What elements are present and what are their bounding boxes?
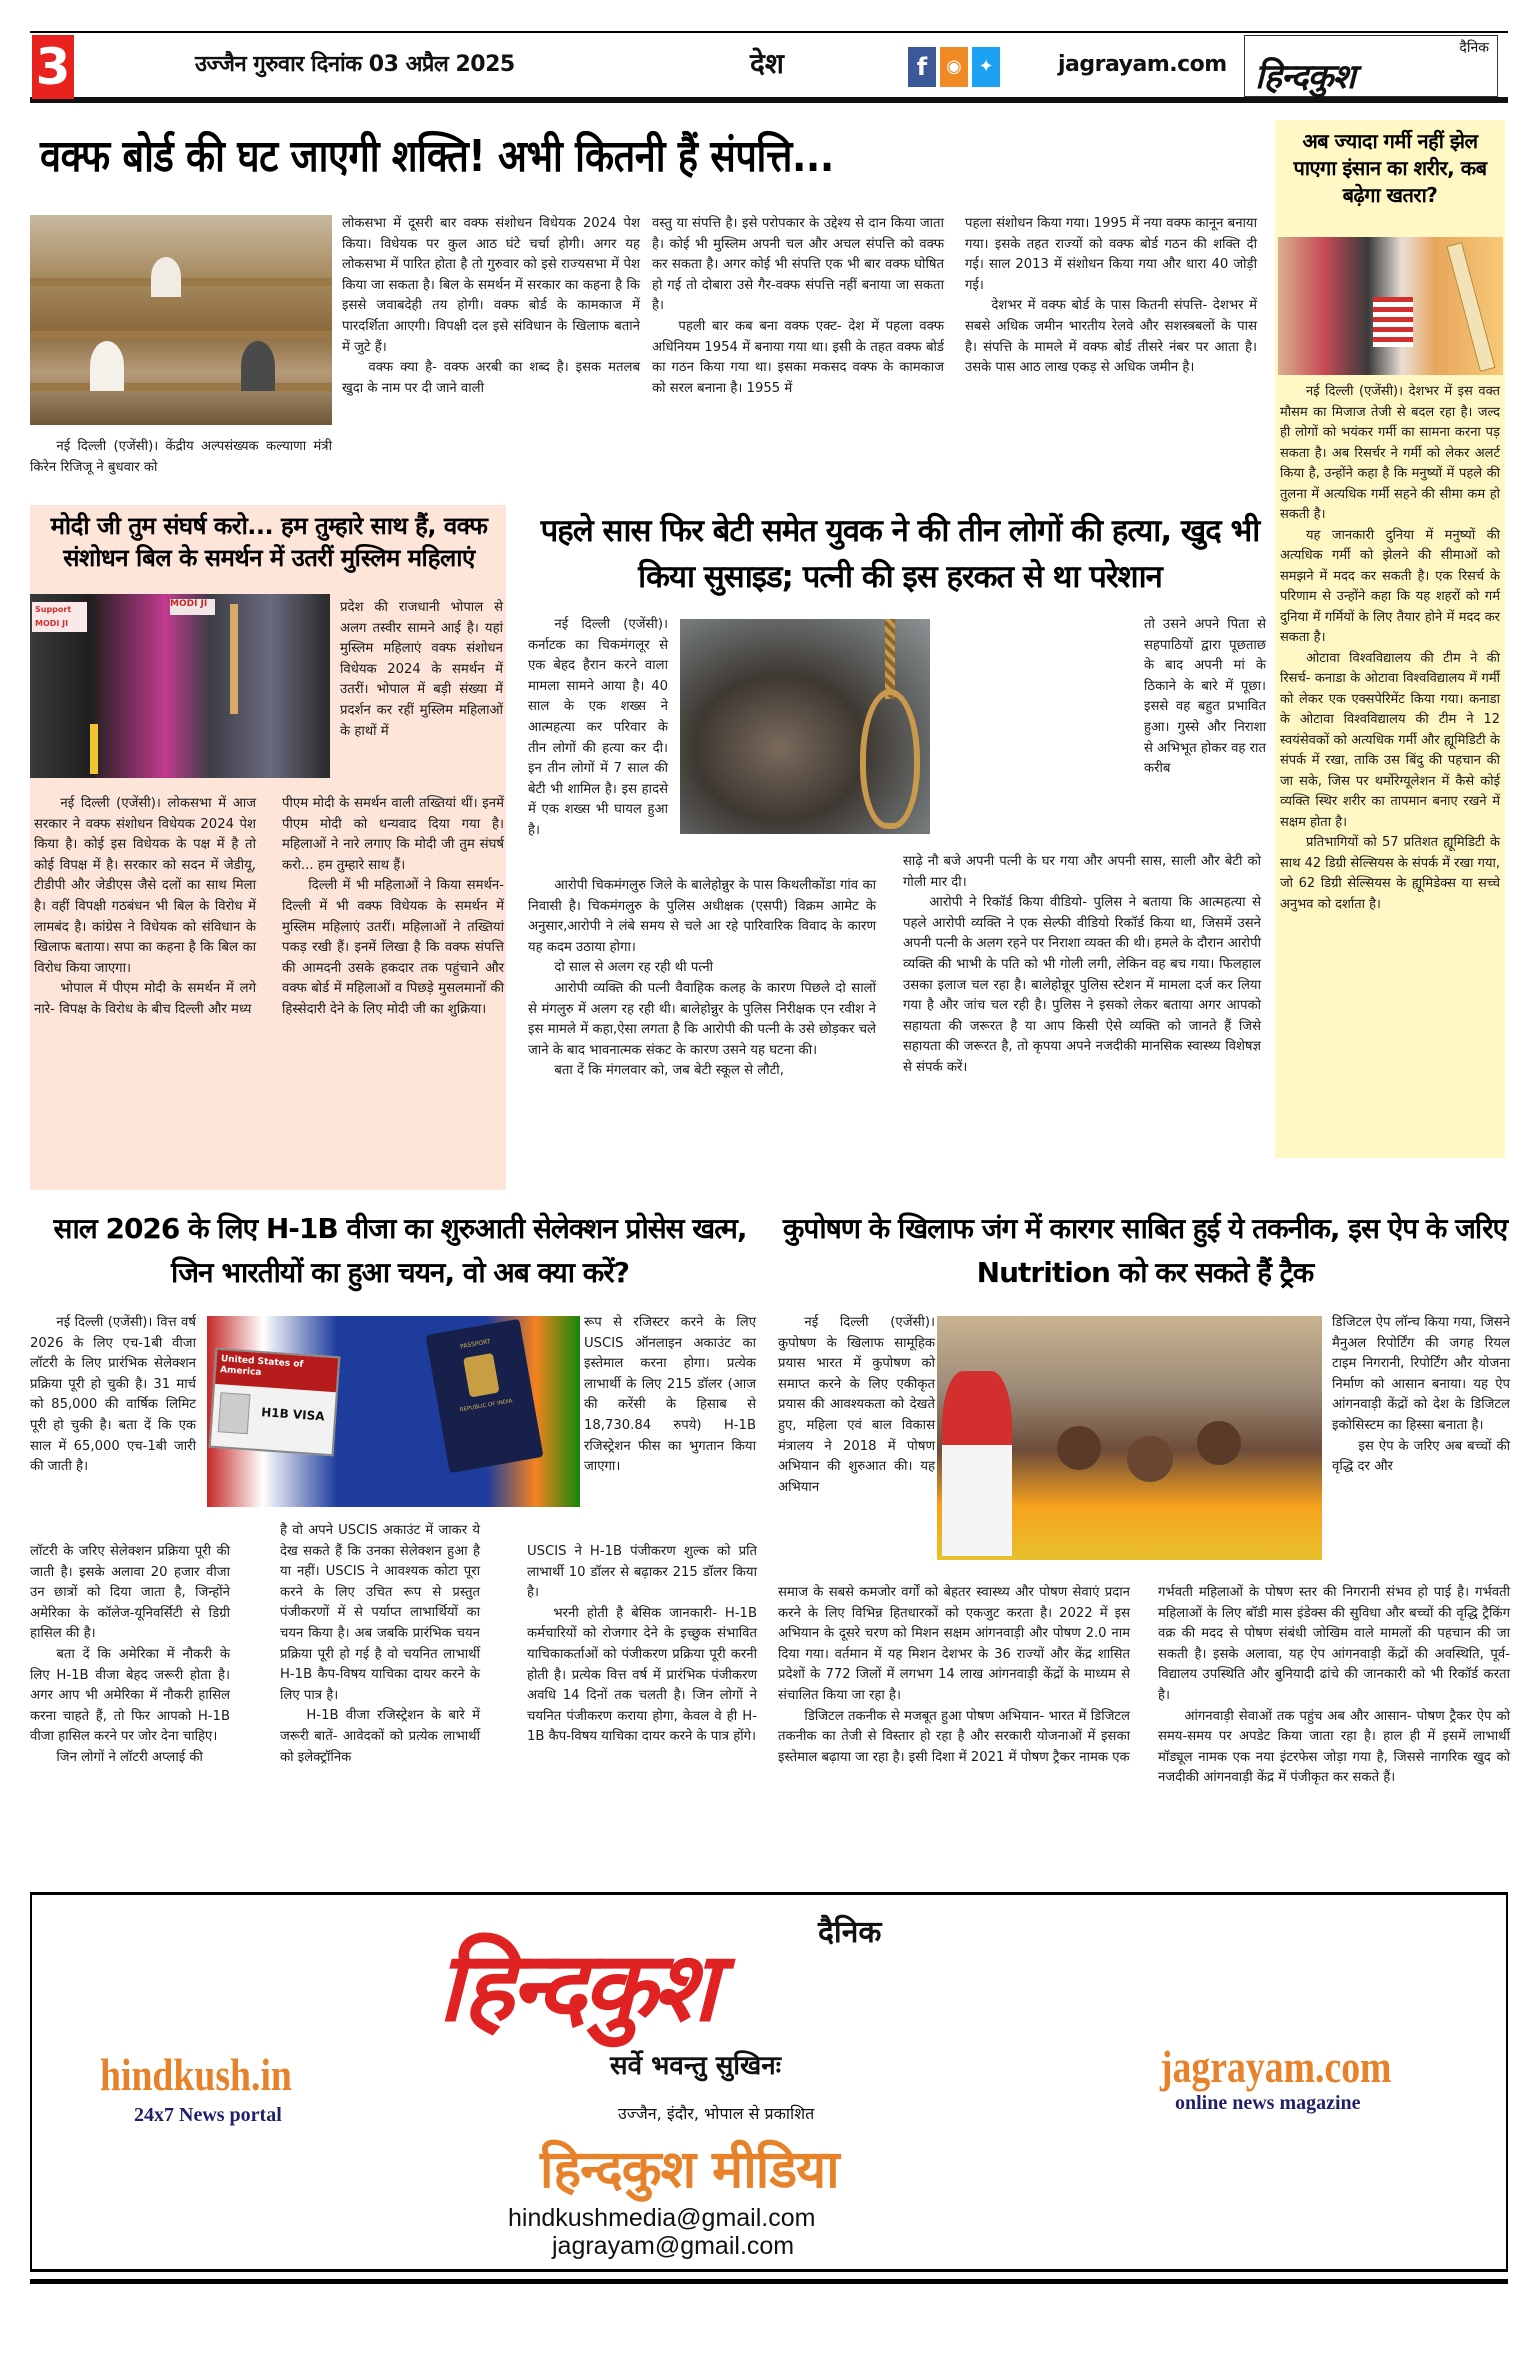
masthead-logo <box>1244 35 1498 97</box>
story1-col1 <box>30 437 332 478</box>
women-protest-photo <box>30 594 330 778</box>
crime-para: नई दिल्ली (एजेंसी)। कर्नाटक का चिकमंगलूर से एक बेहद हैरान करने वाला मामला सामने आया है। 40 साल के एक शख्स ने आत्महत्या कर परिवार के तीन लोगों की हत्या कर दी। इन तीन लोगों में 7 साल की बेटी भी शामिल है। इस हादसे में एक शख्स भी घायल हुआ है। <box>528 617 668 838</box>
nutrition-headline: कुपोषण के खिलाफ जंग में कारगर साबित हुई ये तकनीक, इस ऐप के जरिए Nutrition को कर सकते हैं ट्रैक <box>782 1212 1508 1289</box>
story1-para: देशभर में वक्फ बोर्ड के पास कितनी संपत्ति- देशभर में सबसे अधिक जमीन भारतीय रेलवे और सशस्त्रबलों के पास है। संपत्ति के मामले में वक्फ बोर्ड तीसरे नंबर पर आता है। उसके पास आठ लाख एकड़ से अधिक जमीन है। <box>965 298 1257 376</box>
crime-col2 <box>903 852 1261 1079</box>
modi-col2 <box>282 794 504 1021</box>
nutrition-para: गर्भवती महिलाओं के पोषण स्तर की निगरानी संभव हो पाई है। गर्भवती महिलाओं के लिए बॉडी मास इंडेक्स की सुविधा और बच्चों की वृद्धि ट्रैकिंग वक्र की मदद से पोषण संबंधी जोखिम वाले मामलों की पहचान की जा सकती है। इसके अलावा, यह ऐप आंगनवाड़ी केंद्रों की अवस्थिति, पूर्व-विद्यालय उपस्थिति और बुनियादी ढांचे की जानकारी को भी रिकॉर्ड करता है। <box>1158 1585 1510 1703</box>
modi-para: भोपाल में पीएम मोदी के समर्थन में लगे नारे- विपक्ष के विरोध के बीच दिल्ली और मध्य <box>34 981 256 1017</box>
parliament-photo <box>30 215 332 425</box>
story1-para: वस्तु या संपत्ति है। इसे परोपकार के उद्देश्य से दान किया जाता है। कोई भी मुस्लिम अपनी चल और अचल संपत्ति को वक्फ कर सकता है। अगर कोई भी संपत्ति एक भी बार वक्फ घोषित हो गई तो दोबारा उसे गैर-वक्फ संपत्ति नहीं बनाया जा सकता है। <box>652 216 944 314</box>
heat-body <box>1280 382 1500 915</box>
h1b-para: भरनी होती है बेसिक जानकारी- H-1B कर्मचारियों को रोजगार देने के इच्छुक संभावित याचिकाकर्ताओं को पंजीकरण प्रक्रिया पूरी करनी होती है। प्रत्येक वित्त वर्ष में प्रारंभिक पंजीकरण अवधि 14 दिनों तक चलती है। जिन लोगों ने चयनित पंजीकरण कराया होगा, केवल वे ही H-1B कैप-विषय याचिका दायर करने के पात्र होंगे। <box>527 1605 757 1745</box>
ad-email-2[interactable]: jagrayam@gmail.com <box>552 2232 795 2260</box>
ad-email-1[interactable]: hindkushmedia@gmail.com <box>508 2204 816 2232</box>
logo-name: हिन्दकुश <box>1255 57 1355 97</box>
rss-icon[interactable]: ◉ <box>940 47 968 87</box>
ad-left-site[interactable]: hindkush.in <box>100 2049 292 2100</box>
h1b-para: नई दिल्ली (एजेंसी)। वित्त वर्ष 2026 के लिए एच-1बी वीजा लॉटरी के लिए प्रारंभिक सेलेक्शन प्रक्रिया पूरी हो चुकी है। 31 मार्च को 85,000 की वार्षिक लिमिट पूरी हो चुकी है। बता दें कि एक साल में 65,000 एच-1बी जारी की जाती है। <box>30 1315 196 1475</box>
story1-col3 <box>652 214 944 399</box>
twitter-icon[interactable]: ✦ <box>972 47 1000 87</box>
h1b-para: बता दें कि अमेरिका में नौकरी के लिए H-1B वीजा बेहद जरूरी होता है। अगर आप भी अमेरिका में नौकरी हासिल करना चाहते हैं, तो फिर आपको H-1B वीजा हासिल करने पर जोर देना चाहिए। <box>30 1646 230 1745</box>
ad-published-from: उज्जैन, इंदौर, भोपाल से प्रकाशित <box>618 2104 815 2123</box>
crime-para: साढ़े नौ बजे अपनी पत्नी के घर गया और अपनी सास, साली और बेटी को गोली मार दी। <box>903 854 1261 890</box>
noose-photo <box>680 619 930 834</box>
crime-headline: पहले सास फिर बेटी समेत युवक ने की तीन लोगों की हत्या, खुद भी किया सुसाइड; पत्नी की इस हरकत से था परेशान <box>540 513 1260 595</box>
nutrition-para: इस ऐप के जरिए अब बच्चों की वृद्धि दर और <box>1332 1438 1510 1475</box>
page-number: 3 <box>32 35 74 99</box>
nutrition-col2 <box>1158 1583 1510 1789</box>
crime-para: आरोपी ने रिकॉर्ड किया वीडियो- पुलिस ने बताया कि आत्महत्या से पहले आरोपी व्यक्ति ने एक सेल्फी वीडियो रिकॉर्ड किया था, जिसमें उसने अपनी पत्नी के अलग रहने पर निराशा व्यक्त की थी। हमले के दौरान आरोपी व्यक्ति की भाभी के पति को भी गोली लगी, लेकिन वह बच गया। फिलहाल उसका इलाज चल रहा है। बालेहोन्नूर पुलिस स्टेशन में मामला दर्ज कर लिया गया है और जांच चल रही है। पुलिस ने इसको लेकर बताया अगर आपको सहायता की जरूरत है या आप किसी ऐसे व्यक्ति को जानते हैं जिसे सहायता की जरूरत है, तो कृपया अपने नजदीकी मानसिक स्वास्थ्य विशेषज्ञ से संपर्क करें। <box>903 895 1261 1075</box>
dateline: उज्जैन गुरुवार दिनांक 03 अप्रैल 2025 <box>195 52 515 77</box>
passport-text: PASSPORT <box>459 1338 492 1351</box>
modi-para: दिल्ली में भी महिलाओं ने किया समर्थन- दिल्ली में भी वक्फ विधेयक के समर्थन में मुस्लिम महिलाएं उतरीं। महिलाओं ने तख्तियां पकड़ रखी हैं। इनमें लिखा है कि वक्फ संपत्ति की आमदनी उसके हकदार तक पहुंचाने और वक्फ बोर्ड में महिलाओं व पिछड़े मुसलमानों की हिस्सेदारी देने के लिए मोदी जी का शुक्रिया। <box>282 878 504 1017</box>
modi-side <box>340 598 503 742</box>
h1b-para: जिन लोगों ने लॉटरी अप्लाई की <box>56 1749 203 1765</box>
story1-para: पहली बार कब बना वक्फ एक्ट- देश में पहला वक्फ अधिनियम 1954 में बनाया गया था। इसी के तहत वक्फ बोर्ड का गठन किया गया था। इसका मकसद वक्फ के कामकाज को सरल बनाना है। 1955 में <box>652 318 944 396</box>
heat-para: प्रतिभागियों को 57 प्रतिशत ह्यूमिडिटी के साथ 42 डिग्री सेल्सियस के संपर्क में रखा गया, जो 62 डिग्री सेल्सियस के ह्यूमिडेक्स या सच्चे अनुभव को दर्शाता है। <box>1280 835 1500 912</box>
nutrition-para: आंगनवाड़ी सेवाओं तक पहुंच अब और आसान- पोषण ट्रैकर ऐप को समय-समय पर अपडेट किया जाता रहा है। हाल ही में इसमें लाभार्थी मॉड्यूल नामक एक नया इंटरफेस जोड़ा गया है, जिससे नागरिक खुद को नजदीकी आंगनवाड़ी केंद्र में पंजीकृत कर सकते हैं। <box>1158 1708 1510 1786</box>
visa-card-title: United States of America <box>215 1350 338 1392</box>
crime-para: आरोपी व्यक्ति की पत्नी वैवाहिक कलह के कारण पिछले दो सालों से मंगलुरु में अलग रह रही थी। बालेहोन्नुर के पुलिस निरीक्षक एन रवीश ने इस मामले में कहा,ऐसा लगता है कि आरोपी की पत्नी के उसे छोड़कर चले जाने के बाद भावनात्मक संकट के कारण उसने यह घटना की। <box>528 980 876 1058</box>
modi-para: पीएम मोदी के समर्थन वाली तख्तियां थीं। इनमें पीएम मोदी को धन्यवाद दिया गया है। महिलाओं ने नारे लगाए कि मोदी जी तुम संघर्ष करो... हम तुम्हारे साथ हैं। <box>282 796 504 873</box>
h1b-para: रूप से रजिस्टर करने के लिए USCIS ऑनलाइन अकाउंट का इस्तेमाल करना होगा। प्रत्येक लाभार्थी के लिए 215 डॉलर (आज की करेंसी के हिसाब से 18,730.84 रुपये) H-1B रजिस्ट्रेशन फीस का भुगतान किया जाएगा। <box>584 1315 756 1475</box>
h1b-para: है वो अपने USCIS अकाउंट में जाकर ये देख सकते हैं कि उनका सेलेक्शन हुआ है या नहीं। USCIS ने आवश्यक कोटा पूरा करने के लिए उचित रूप से प्रस्तुत पंजीकरणों में से पर्याप्त लाभार्थियों का चयन किया है। अब जबकि प्रारंभिक चयन प्रक्रिया पूरी हो गई है वो चयनित लाभार्थी H-1B कैप-विषय याचिका दायर करने के लिए पात्र है। <box>280 1523 480 1703</box>
h1b-col2 <box>280 1521 480 1768</box>
ad-right-tag: online news magazine <box>1175 2092 1361 2114</box>
crime-para: तो उसने अपने पिता से सहपाठियों द्वारा पूछताछ के बाद अपनी मां के ठिकाने के बारे में पूछा। इससे वह बहुत प्रभावित हुआ। गुस्से और निराशा से अभिभूत होकर वह रात करीब <box>1144 617 1266 777</box>
nutrition-para: समाज के सबसे कमजोर वर्गों को बेहतर स्वास्थ्य और पोषण सेवाएं प्रदान करने के लिए विभिन्न हितधारकों को एकजुट करता है। 2022 में इस अभियान के दूसरे चरण को मिशन सक्षम आंगनवाड़ी और पोषण 2.0 नाम दिया गया। वर्तमान में यह मिशन देशभर के 36 राज्यों और केंद्र शासित प्रदेशों के 772 जिलों में लगभग 14 लाख आंगनवाड़ी केंद्रों के माध्यम से संचालित किया जा रहा है। <box>778 1585 1130 1703</box>
protest-sign: MODI JI <box>170 599 215 615</box>
modi-col1 <box>34 794 256 1021</box>
crime-col1 <box>528 876 876 1082</box>
ad-logo-main: हिन्दकुश <box>438 1931 714 2043</box>
nutrition-right <box>1332 1313 1510 1478</box>
ad-logo-daily: दैनिक <box>818 1915 882 1950</box>
website-link[interactable]: jagrayam.com <box>1058 52 1227 77</box>
logo-daily-label: दैनिक <box>1459 40 1489 56</box>
story1-para: नई दिल्ली (एजेंसी)। केंद्रीय अल्पसंख्यक कल्याणा मंत्री किरेन रिजिजू ने बुधवार को <box>30 439 332 475</box>
ad-left-tag: 24x7 News portal <box>134 2104 282 2126</box>
story1-para: वक्फ क्या है- वक्फ अरबी का शब्द है। इसक मतलब खुदा के नाम पर दी जाने वाली <box>342 360 640 396</box>
crime-left <box>528 615 668 842</box>
h1b-headline: साल 2026 के लिए H-1B वीजा का शुरुआती सेलेक्शन प्रोसेस खत्म, जिन भारतीयों का हुआ चयन, वो अब क्या करें? <box>53 1212 747 1289</box>
modi-headline: मोदी जी तुम संघर्ष करो... हम तुम्हारे साथ हैं, वक्फ संशोधन बिल के समर्थन में उतरीं मुस्लिम महिलाएं <box>50 512 488 572</box>
crime-subhead: दो साल से अलग रह रही थी पत्नी <box>554 960 714 976</box>
nutrition-para: डिजिटल ऐप लॉन्च किया गया, जिसने मैनुअल रिपोर्टिंग की जगह रियल टाइम निगरानी, रिपोर्टिंग और योजना निर्माण को आसान बनाया। यह ऐप आंगनवाड़ी केंद्रों को देश के डिजिटल इकोसिस्टम का हिस्सा बनाता है। <box>1332 1315 1510 1433</box>
h1b-col3 <box>527 1542 757 1748</box>
ad-right-site[interactable]: jagrayam.com <box>1160 2041 1392 2092</box>
protest-sign: Support MODI JI <box>32 602 87 632</box>
modi-para: प्रदेश की राजधानी भोपाल से अलग तस्वीर सामने आई है। यहां मुस्लिम महिलाएं वक्फ संशोधन विधेयक 2024 के समर्थन में उतरीं। भोपाल में बड़ी संख्या में प्रदर्शन कर रहीं मुस्लिम महिलाओं के हाथों में <box>340 600 503 739</box>
modi-para: नई दिल्ली (एजेंसी)। लोकसभा में आज सरकार ने वक्फ संशोधन विधेयक 2024 पेश किया है। कोई इस विधेयक के पक्ष में है तो कोई विपक्ष में है। सरकार को सदन में जेडीयू, टीडीपी और जेडीएस जैसे दलों का साथ मिला है। वहीं विपक्षी गठबंधन भी बिल के विरोध में लामबंद है। कांग्रेस ने विधेयक को संविधान के खिलाफ बताया। सपा का कहना है कि बिल का विरोध किया जाएगा। <box>34 796 256 976</box>
ad-media-name: हिन्दकुश मीडिया <box>540 2140 839 2200</box>
heat-headline: अब ज्यादा गर्मी नहीं झेल पाएगा इंसान का शरीर, कब बढ़ेगा खतरा? <box>1293 129 1487 207</box>
heat-para: नई दिल्ली (एजेंसी)। देशभर में इस वक्त मौसम का मिजाज तेजी से बदल रहा है। जल्द ही लोगों को भयंकर गर्मी का सामना करना पड़ सकता है। अब रिसर्चर ने गर्मी को लेकर अलर्ट किया है, उन्होंने कहा है कि मनुष्यों में पहले की तुलना में अत्यधिक गर्मी सहने की सीमा कम हो सकती है। <box>1280 384 1500 522</box>
h1b-para: H-1B वीजा रजिस्ट्रेशन के बारे में जरूरी बातें- आवेदकों को प्रत्येक लाभार्थी को इलेक्ट्रॉनिक <box>280 1708 480 1765</box>
ad-motto: सर्वे भवन्तु सुखिनः <box>610 2051 781 2081</box>
story1-col4 <box>965 214 1257 379</box>
passport-country: REPUBLIC OF INDIA <box>459 1398 513 1414</box>
story1-headline: वक्फ बोर्ड की घट जाएगी शक्ति! अभी कितनी हैं संपत्ति... <box>40 131 834 182</box>
heat-para: यह जानकारी दुनिया में मनुष्यों की अत्यधिक गर्मी को झेलने की सीमाओं को समझने में मदद कर सकती है। एक रिसर्च के परिणाम से उन्होंने कहा कि यह शहरों को गर्म दुनिया में गर्मियों के लिए तैयार होने में मदद कर सकता है। <box>1280 527 1500 645</box>
crime-right <box>938 615 1266 780</box>
section-title: देश <box>750 47 784 80</box>
children-photo <box>937 1316 1322 1560</box>
story1-col2 <box>342 214 640 399</box>
h1b-para: USCIS ने H-1B पंजीकरण शुल्क को प्रति लाभार्थी 10 डॉलर से बढ़ाकर 215 डॉलर किया है। <box>527 1544 757 1601</box>
footer-rule <box>30 2279 1508 2284</box>
h1b-left <box>30 1313 196 1478</box>
nutrition-left <box>778 1313 935 1498</box>
heat-para: ओटावा विश्वविद्यालय की टीम ने की रिसर्च- कनाडा के ओटावा विश्वविद्यालय में गर्मी को लेकर एक एक्सपेरिमेंट किया गया। कनाडा के ओटावा विश्वविद्यालय की टीम ने 12 स्वयंसेवकों को अत्यधिक गर्मी और ह्यूमिडिटी के संपर्क में रखा, ताकि उस बिंदु की पहचान की जा सके, जिस पर थर्मोरेग्यूलेशन में कैसे कोई व्यक्ति स्थिर शरीर का तापमान बनाए रखने में सक्षम होता है। <box>1280 650 1500 830</box>
crime-para: बता दें कि मंगलवार को, जब बेटी स्कूल से लौटी, <box>554 1063 784 1079</box>
facebook-icon[interactable]: f <box>908 47 936 87</box>
h1b-para: लॉटरी के जरिए सेलेक्शन प्रक्रिया पूरी की जाती है। इसके अलावा 20 हजार वीजा उन छात्रों को दिया जाता है, जिन्होंने अमेरिका के कॉलेज-यूनिवर्सिटी से डिग्री हासिल की है। <box>30 1544 230 1642</box>
story1-para: लोकसभा में दूसरी बार वक्फ संशोधन विधेयक 2024 पेश किया। विधेयक पर कुल आठ घंटे चर्चा होगी। अगर यह लोकसभा में पारित होता है तो गुरुवार को इसे राज्यसभा में पेश किया जा सकता है। बिल के समर्थन में सरकार का कहना है कि इससे जवाबदेही तय होगी। वक्फ बोर्ड के कामकाज में पारदर्शिता आएगी। विपक्षी दल इसे संविधान के खिलाफ बताने में जुटे हैं। <box>342 216 640 355</box>
nutrition-para: डिजिटल तकनीक से मजबूत हुआ पोषण अभियान- भारत में डिजिटल तकनीक का तेजी से विस्तार हो रहा है और सरकारी योजनाओं में इसका इस्तेमाल बढ़ाया जा रहा है। इसी दिशा में 2021 में पोषण ट्रैकर नामक एक <box>778 1708 1130 1765</box>
nutrition-col1 <box>778 1583 1130 1768</box>
heatwave-photo <box>1278 237 1503 375</box>
nutrition-para: नई दिल्ली (एजेंसी)। कुपोषण के खिलाफ सामूहिक प्रयास भारत में कुपोषण को समाप्त करने के लिए एकीकृत प्रयास की आवश्यकता को देखते हुए, महिला एवं बाल विकास मंत्रालय ने 2018 में पोषण अभियान की शुरुआत की। यह अभियान <box>778 1315 935 1495</box>
h1b-right <box>584 1313 756 1478</box>
h1b-visa-photo <box>207 1316 580 1507</box>
crime-para: आरोपी चिकमंगलुरु जिले के बालेहोन्नुर के पास किथलीकोंडा गांव का निवासी है। चिकमंगलुरु के पुलिस अधीक्षक (एसपी) विक्रम आमेट के अनुसार,आरोपी ने लंबे समय से चले आ रहे पारिवारिक विवाद के कारण यह कदम उठाया होगा। <box>528 878 876 955</box>
h1b-col1 <box>30 1542 230 1769</box>
visa-card-label: H1B VISA <box>260 1405 326 1424</box>
story1-para: पहला संशोधन किया गया। 1995 में नया वक्फ कानून बनाया गया। इसके तहत राज्यों को वक्फ बोर्ड गठन की शक्ति दी गई। साल 2013 में संशोधन किया गया और धारा 40 जोड़ी गई। <box>965 216 1257 293</box>
